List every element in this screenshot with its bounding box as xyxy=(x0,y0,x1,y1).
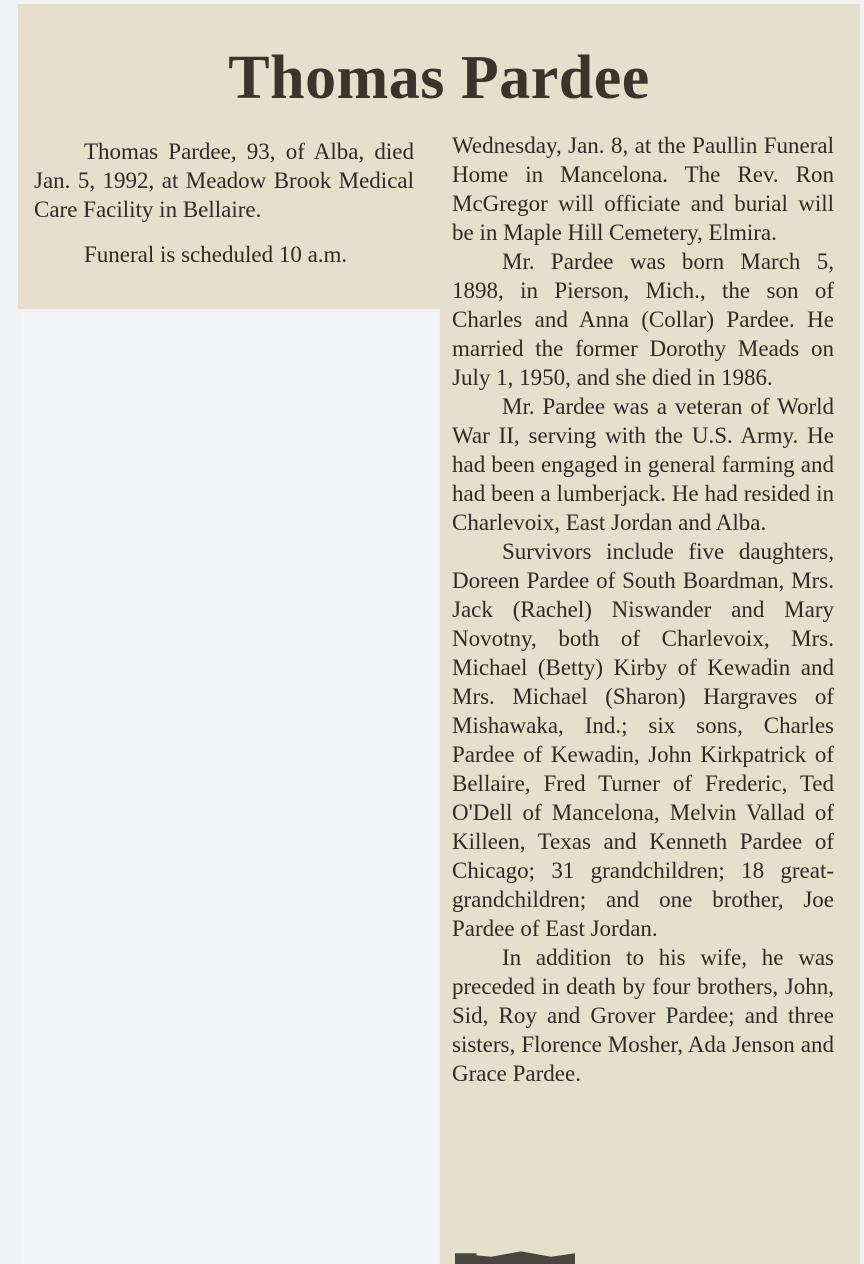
paragraph-death-notice: Thomas Pardee, 93, of Alba, died Jan. 5, 1992, at Meadow Brook Medical Care Facility in Bellaire. xyxy=(34,139,414,222)
paragraph-military-career: Mr. Pardee was a veteran of World War II, serving with the U.S. Army. He had been engaged in general farming and had been a lumberjack. He had resided in Charlevoix, East Jordan and Alba. xyxy=(452,394,834,535)
paragraph-preceded-in-death: In addition to his wife, he was preceded in death by four brothers, John, Sid, Roy and Grover Pardee; and three sisters, Florence Mosher, Ada Jenson and Grace Pardee. xyxy=(452,945,834,1086)
right-column xyxy=(452,131,834,1088)
left-column xyxy=(34,137,414,269)
obituary-headline: Thomas Pardee xyxy=(228,44,650,112)
paragraph-funeral-continued: Wednesday, Jan. 8, at the Paullin Funeral Home in Mancelona. The Rev. Ron McGregor will officiate and burial will be in Maple Hill Cemetery, Elmira. xyxy=(452,133,834,245)
paragraph-funeral-start: Funeral is scheduled 10 a.m. xyxy=(84,242,348,267)
paragraph-birth-marriage: Mr. Pardee was born March 5, 1898, in Pierson, Mich., the son of Charles and Anna (Collar) Pardee. He married the former Dorothy Meads on July 1, 1950, and she died in 1986. xyxy=(452,249,834,390)
paragraph-survivors: Survivors include five daughters, Doreen Pardee of South Boardman, Mrs. Jack (Rachel) Niswander and Mary Novotny, both of Charlevoix, Mrs. Michael (Betty) Kirby of Kewadin and Mrs. Michael (Sharon) Hargraves of Mishawaka, Ind.; six sons, Charles Pardee of Kewadin, John Kirkpatrick of Bellaire, Fred Turner of Frederic, Ted O'Dell of Mancelona, Melvin Vallad of Killeen, Texas and Kenneth Pardee of Chicago; 31 grandchildren; 18 great-grandchildren; and one brother, Joe Pardee of East Jordan. xyxy=(452,539,834,941)
blank-paste-area xyxy=(22,312,438,1264)
